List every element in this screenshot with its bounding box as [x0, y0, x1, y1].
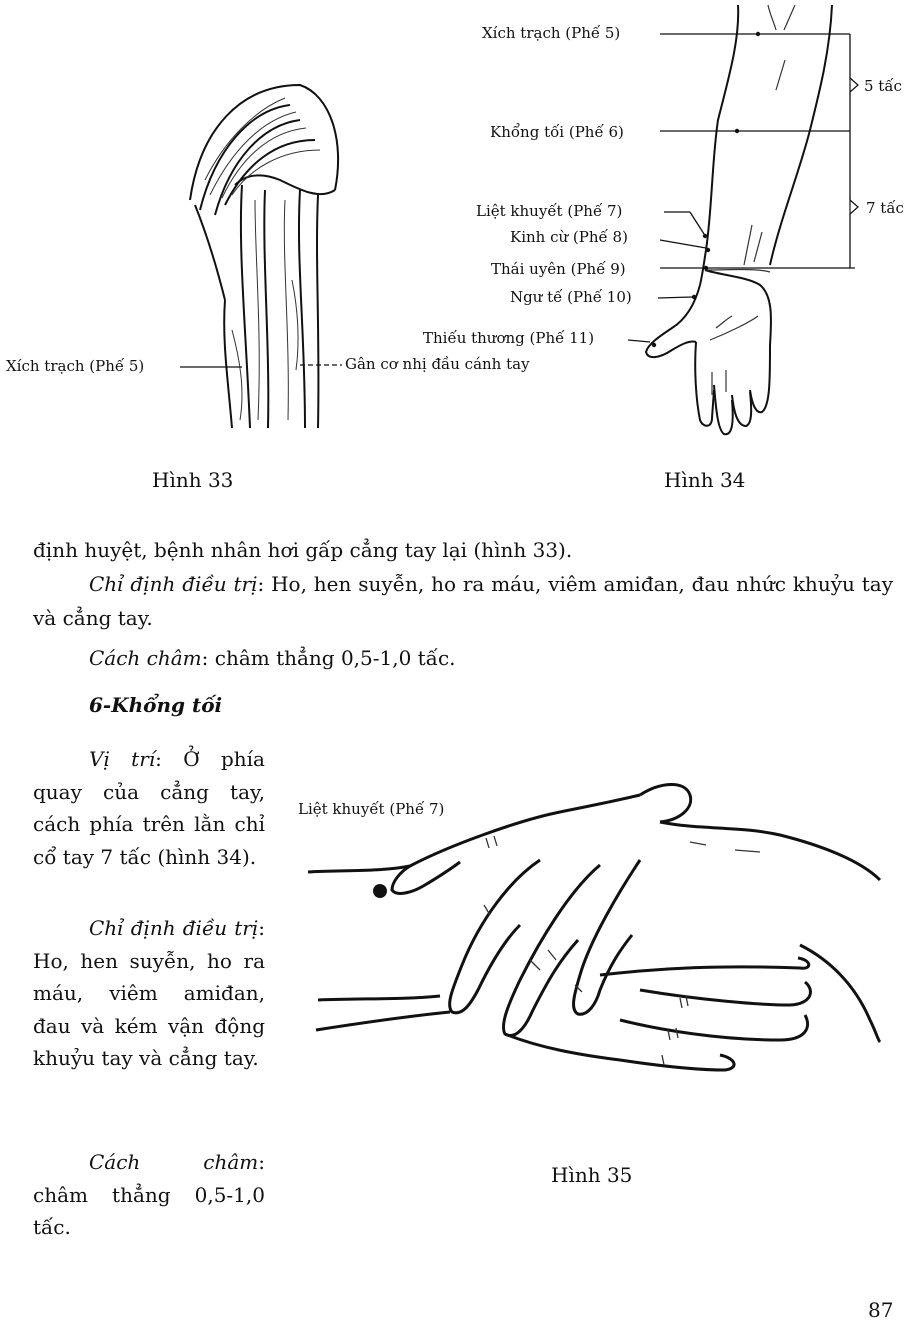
section-heading-khong-toi: 6-Khổng tối	[89, 693, 223, 717]
chi-dinh-label: Chỉ định điều trị	[89, 572, 258, 596]
chi-dinh-2-body: : Ho, hen suyễn, ho ra máu, viêm amiđan, đau và kém vận động khuỷu tay và cẳng tay.	[33, 916, 265, 1070]
fig33-label-gan-co: Gân cơ nhị đầu cánh tay	[345, 355, 530, 373]
fig33-label-xich-trach: Xích trạch (Phế 5)	[6, 357, 145, 375]
fig33-caption: Hình 33	[152, 468, 234, 492]
page-number: 87	[868, 1298, 894, 1322]
fig35-point-marker	[373, 884, 387, 898]
fig34-label-thieu-thuong: Thiếu thương (Phế 11)	[423, 329, 595, 347]
paragraph-cach-cham-2	[33, 1146, 265, 1244]
chi-dinh-2-label: Chỉ định điều trị	[89, 916, 259, 940]
cach-cham-2-body: : châm thẳng 0,5-1,0 tấc.	[33, 1150, 265, 1239]
fig34-label-liet-khuyet: Liệt khuyết (Phế 7)	[476, 202, 623, 220]
fig34-label-xich-trach: Xích trạch (Phế 5)	[482, 24, 621, 42]
fig34-label-ngu-te: Ngư tế (Phế 10)	[510, 288, 632, 306]
cach-cham-body: : châm thẳng 0,5-1,0 tấc.	[201, 646, 456, 670]
fig35-label-liet-khuyet: Liệt khuyết (Phế 7)	[298, 800, 445, 818]
fig34-caption: Hình 34	[664, 468, 746, 492]
fig34-label-khong-toi: Khổng tối (Phế 6)	[490, 123, 624, 141]
paragraph-chi-dinh-2	[33, 912, 265, 1075]
paragraph-vi-tri	[33, 743, 265, 873]
fig34-measure-7-tac: 7 tấc	[866, 199, 904, 217]
chi-dinh-body: : Ho, hen suyễn, ho ra máu, viêm amiđan, đau nhức khuỷu tay và cẳng tay.	[33, 572, 893, 630]
fig34-label-thai-uyen: Thái uyên (Phế 9)	[491, 260, 626, 278]
fig34-measure-5-tac: 5 tấc	[864, 77, 902, 95]
cach-cham-label: Cách châm	[89, 646, 202, 670]
vi-tri-label: Vị trí	[89, 747, 156, 771]
fig34-label-kinh-cu: Kinh cừ (Phế 8)	[510, 228, 628, 246]
text-line-dinh-huyet: định huyệt, bệnh nhân hơi gấp cẳng tay lại (hình 33).	[33, 538, 573, 562]
vi-tri-body: : Ở phía quay của cẳng tay, cách phía trên lằn chỉ cổ tay 7 tấc (hình 34).	[33, 747, 265, 869]
fig35-caption: Hình 35	[551, 1163, 633, 1187]
paragraph-cach-cham	[89, 641, 889, 675]
cach-cham-2-label: Cách châm	[89, 1150, 259, 1174]
paragraph-chi-dinh	[33, 567, 893, 635]
